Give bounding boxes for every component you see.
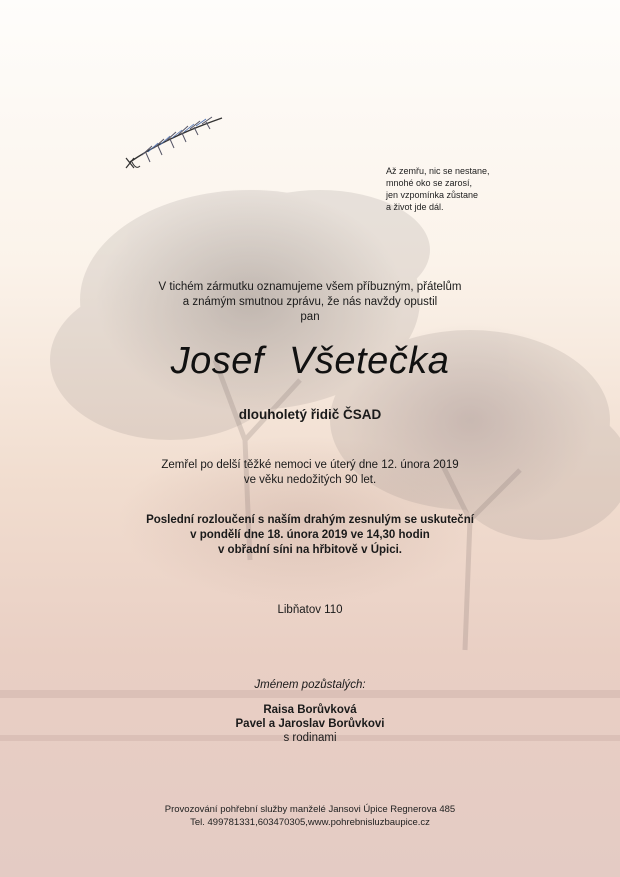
funeral-line: v obřadní síni na hřbitově v Úpici.	[217, 544, 403, 556]
intro-line: pan	[300, 311, 320, 323]
footer-line: Tel. 499781331,603470305,www.pohrebnisluzbaupice.cz	[190, 817, 430, 828]
quote-line: jen vzpomínka zůstane	[386, 190, 479, 200]
death-notice	[0, 458, 620, 488]
funeral-line: v pondělí dne 18. února 2019 ve 14,30 hodin	[190, 529, 430, 541]
quote-line: mnohé oko se zarosí,	[386, 178, 473, 188]
quote-block	[386, 165, 586, 213]
funeral-details	[0, 513, 620, 558]
quote-line: Až zemřu, nic se nestane,	[386, 166, 490, 176]
funeral-line: Poslední rozloučení s naším drahým zesnulým se uskuteční	[146, 514, 474, 526]
mourners-label: Jménem pozůstalých:	[254, 679, 366, 691]
deceased-name: Josef Všetečka	[170, 340, 450, 382]
mourner-name: Pavel a Jaroslav Borůvkovi	[235, 718, 385, 730]
funeral-service-footer	[0, 803, 620, 829]
palm-branch-icon	[122, 112, 228, 174]
announcement-intro	[0, 280, 620, 325]
deceased-occupation: dlouholetý řidič ČSAD	[238, 407, 382, 422]
mourners-suffix: s rodinami	[283, 732, 337, 744]
intro-line: V tichém zármutku oznamujeme všem příbuzným, přátelům	[158, 281, 462, 293]
footer-line: Provozování pohřební služby manželé Jansovi Úpice Regnerova 485	[164, 804, 456, 815]
death-line: Zemřel po delší těžké nemoci ve úterý dne 12. února 2019	[161, 459, 459, 471]
mourner-name: Raisa Borůvková	[263, 704, 357, 716]
quote-line: a život jde dál.	[386, 202, 444, 212]
death-line: ve věku nedožitých 90 let.	[243, 474, 377, 486]
intro-line: a známým smutnou zprávu, že nás navždy opustil	[182, 296, 438, 308]
mourners-list	[0, 703, 620, 745]
address: Libňatov 110	[277, 604, 343, 616]
